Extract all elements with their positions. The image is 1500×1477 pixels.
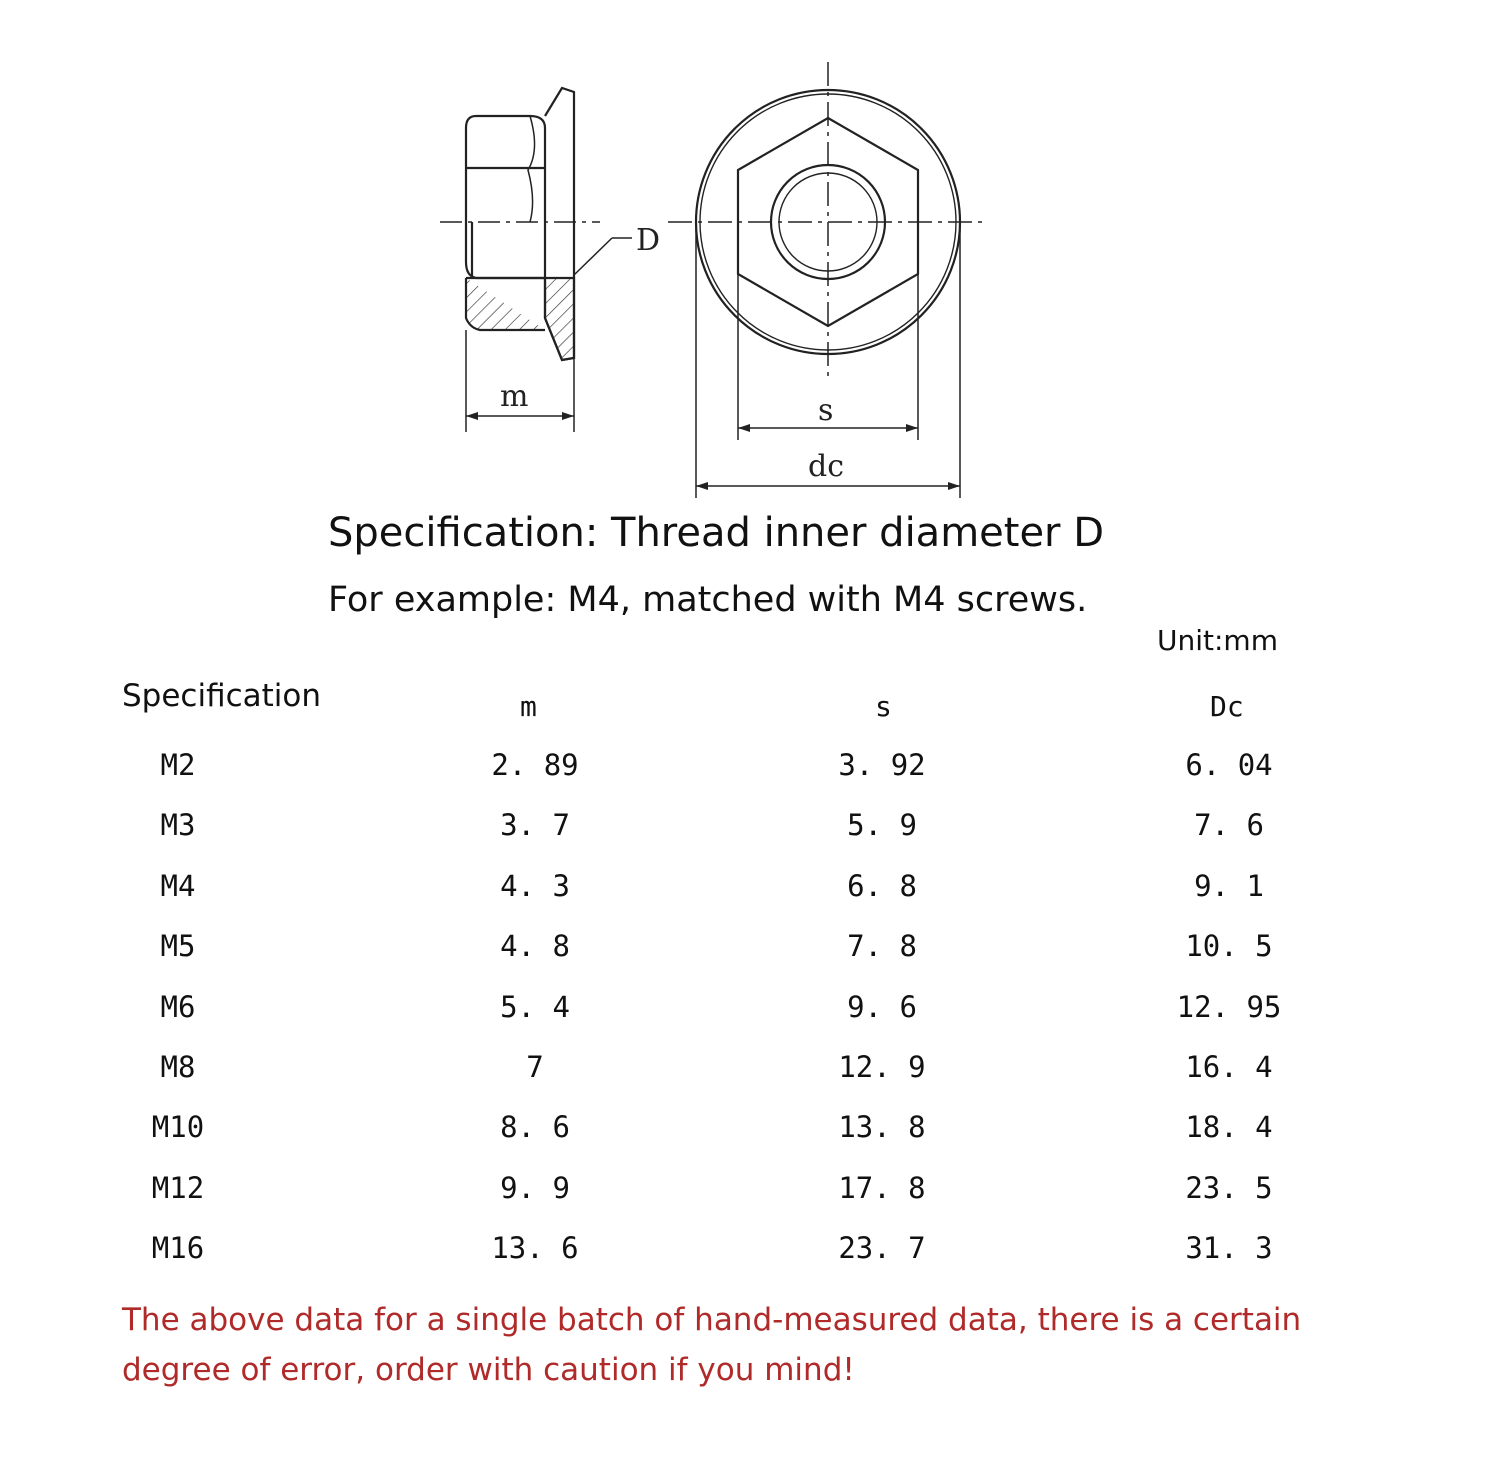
table-row-spec: M16 xyxy=(151,1231,205,1266)
table-cell: 13. 6 xyxy=(491,1231,579,1266)
table-cell: 6. 8 xyxy=(847,868,917,903)
table-cell: 13. 8 xyxy=(838,1110,926,1145)
table-cell: 2. 89 xyxy=(491,748,579,782)
header-m: m xyxy=(520,690,537,723)
table-cell: 12. 9 xyxy=(838,1050,926,1084)
flange-nut-drawing xyxy=(0,0,1500,520)
table-row-spec: M12 xyxy=(151,1170,205,1205)
table-cell: 7. 6 xyxy=(1194,808,1264,843)
table-row-spec: M6 xyxy=(160,989,196,1024)
table-row-spec: M4 xyxy=(160,868,196,903)
table-cell: 12. 95 xyxy=(1176,989,1282,1024)
table-cell: 4. 8 xyxy=(500,929,570,964)
table-cell: 9. 9 xyxy=(500,1170,570,1205)
table-cell: 3. 7 xyxy=(500,808,570,843)
table-cell: 9. 6 xyxy=(847,989,917,1024)
table-cell: 17. 8 xyxy=(838,1170,926,1205)
table-cell: 16. 4 xyxy=(1185,1050,1273,1084)
table-cell: 4. 3 xyxy=(500,868,570,903)
header-s: s xyxy=(875,690,892,723)
header-dc: Dc xyxy=(1210,690,1244,723)
table-cell: 3. 92 xyxy=(838,748,926,782)
label-m: m xyxy=(500,379,529,414)
table-cell: 23. 5 xyxy=(1185,1170,1273,1205)
table-row-spec: M2 xyxy=(160,748,196,782)
table-row-spec: M5 xyxy=(160,929,196,964)
table-cell: 5. 9 xyxy=(847,808,917,843)
table-row-spec: M8 xyxy=(160,1050,196,1084)
table-row-spec: M3 xyxy=(160,808,196,843)
front-view xyxy=(668,62,985,498)
label-s: s xyxy=(818,393,834,428)
caution-note: The above data for a single batch of hand-measured data, there is a certain degree of error, order with caution if you mind! xyxy=(122,1302,1302,1388)
unit-label: Unit:mm xyxy=(1157,624,1278,657)
table-cell: 7 xyxy=(526,1050,544,1084)
side-view xyxy=(440,88,632,432)
header-specification: Specification xyxy=(122,678,322,714)
table-cell: 18. 4 xyxy=(1185,1110,1273,1145)
label-dc: dc xyxy=(808,449,845,484)
table-cell: 9. 1 xyxy=(1194,868,1264,903)
table-cell: 7. 8 xyxy=(847,929,917,964)
table-cell: 23. 7 xyxy=(838,1231,926,1266)
table-cell: 6. 04 xyxy=(1185,748,1273,782)
table-cell: 31. 3 xyxy=(1185,1231,1273,1266)
table-cell: 10. 5 xyxy=(1185,929,1273,964)
page-subtitle: For example: M4, matched with M4 screws. xyxy=(328,580,1088,620)
table-cell: 8. 6 xyxy=(500,1110,570,1145)
label-d: D xyxy=(636,223,661,258)
page-title: Specification: Thread inner diameter D xyxy=(328,510,1105,556)
table-row-spec: M10 xyxy=(151,1110,205,1145)
table-cell: 5. 4 xyxy=(500,989,570,1024)
